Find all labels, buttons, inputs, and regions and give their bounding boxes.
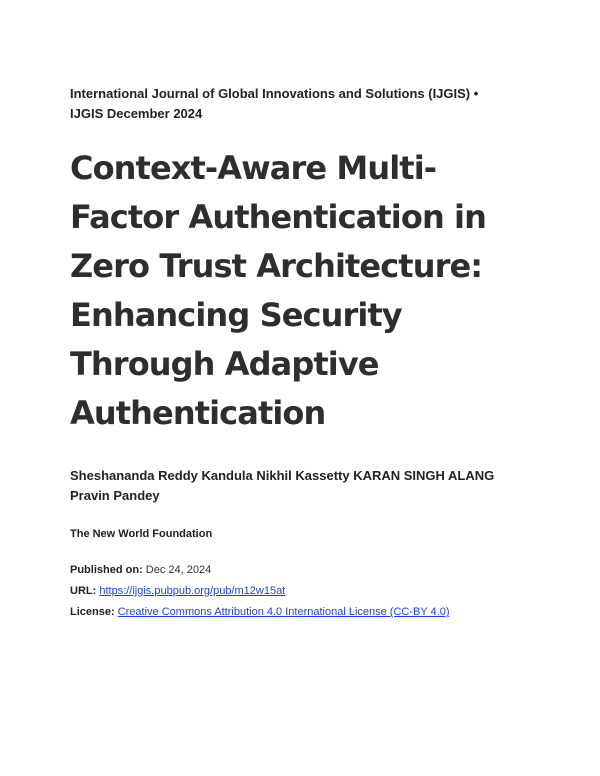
- url-label: URL:: [70, 585, 97, 597]
- published-row: [70, 560, 540, 581]
- paper-title: [70, 144, 540, 438]
- title-line: Context-Aware Multi-: [70, 149, 437, 187]
- published-date: Dec 24, 2024: [145, 564, 212, 576]
- title-line: Zero Trust Architecture:: [70, 247, 483, 285]
- organization: The New World Foundation: [70, 528, 213, 540]
- title-line: Enhancing Security: [70, 296, 402, 334]
- license-link[interactable]: Creative Commons Attribution 4.0 International License (CC-BY 4.0): [117, 606, 450, 618]
- author-list: [70, 466, 540, 506]
- title-line: Authentication: [70, 394, 326, 432]
- journal-issue: IJGIS December 2024: [70, 106, 203, 121]
- publication-meta: [70, 560, 540, 623]
- published-label: Published on:: [70, 564, 143, 576]
- journal-header: [70, 84, 540, 124]
- title-line: Through Adaptive: [70, 345, 379, 383]
- license-row: [70, 602, 540, 623]
- title-line: Factor Authentication in: [70, 198, 487, 236]
- authors-line: Sheshananda Reddy Kandula Nikhil Kassetty KARAN SINGH ALANG: [70, 468, 495, 483]
- authors-line: Pravin Pandey: [70, 488, 160, 503]
- url-link[interactable]: https://ijgis.pubpub.org/pub/m12w15at: [99, 585, 286, 597]
- url-row: [70, 581, 540, 602]
- license-label: License:: [70, 606, 115, 618]
- title-page: [70, 84, 540, 623]
- journal-name: International Journal of Global Innovations and Solutions (IJGIS) •: [70, 86, 479, 101]
